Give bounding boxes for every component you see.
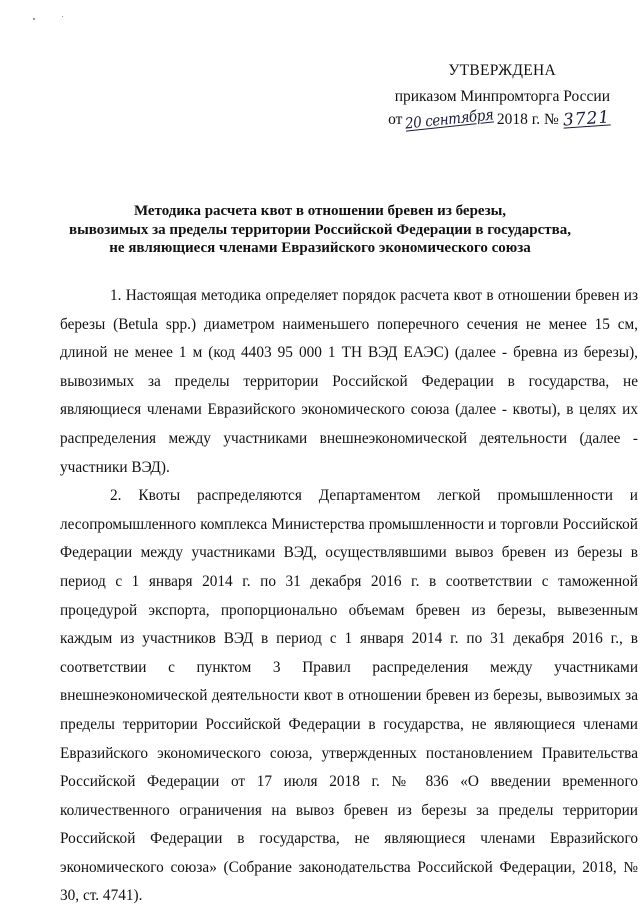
paragraph-1: 1. Настоящая методика определяет порядок расчета квот в отношении бревен из березы (Betula spp.) диаметром наименьшего поперечного сечения не менее 15 см, длиной не менее 1 м (код 4403 95 000 1 ТН ВЭД ЕАЭС) (далее - бревна из березы), вывозимых за пределы территории Российской Федерации в государства, не являющиеся членами Евразийского экономического союза (далее - квоты), в целях их распределения между участниками внешнеэкономической деятельности (далее - участники ВЭД). [60, 287, 638, 476]
document-title [60, 202, 580, 258]
handwritten-order-number: 3721 [562, 107, 611, 131]
approval-date-line [380, 105, 611, 133]
approval-heading: УТВЕРЖДЕНА [448, 62, 556, 79]
document-body [60, 282, 638, 911]
approval-block [380, 60, 610, 131]
title-line-2: вывозимых за пределы территории Российской Федерации в государства, [68, 221, 571, 238]
date-prefix: от [388, 111, 403, 128]
year-text: 2018 г. № [496, 111, 559, 128]
scan-speck [62, 16, 63, 17]
title-line-1: Методика расчета квот в отношении бревен из березы, [133, 203, 507, 219]
title-line-3: не являющиеся членами Евразийского экономического союза [109, 240, 531, 256]
handwritten-date: 20 сентября [404, 105, 495, 133]
scan-speck [33, 18, 35, 20]
paragraph-2: 2. Квоты распределяются Департаментом легкой промышленности и лесопромышленного комплекса Министерства промышленности и торговли Российской Федерации между участниками ВЭД, осуществлявшими вывоз бревен из березы в период с 1 января 2014 г. по 31 декабря 2016 г. в соответствии с таможенной процедурой экспорта, пропорционально объемам бревен из березы, вывезенным каждым из участников ВЭД в период с 1 января 2014 г. по 31 декабря 2016 г., в соответствии с пунктом 3 Правил распределения между участниками внешнеэкономической деятельности квот в отношении бревен из березы, вывозимых за пределы территории Российской Федерации в государства, не являющиеся членами Евразийского экономического союза, утвержденных постановлением Правительства Российской Федерации от 17 июля 2018 г. № 836 «О введении временного количественного ограничения на вывоз бревен из березы за пределы территории Российской Федерации в государства, не являющиеся членами Евразийского экономического союза» (Собрание законодательства Российской Федерации, 2018, № 30, ст. 4741). [60, 487, 638, 905]
approval-order-line: приказом Минпромторга России [394, 88, 610, 105]
